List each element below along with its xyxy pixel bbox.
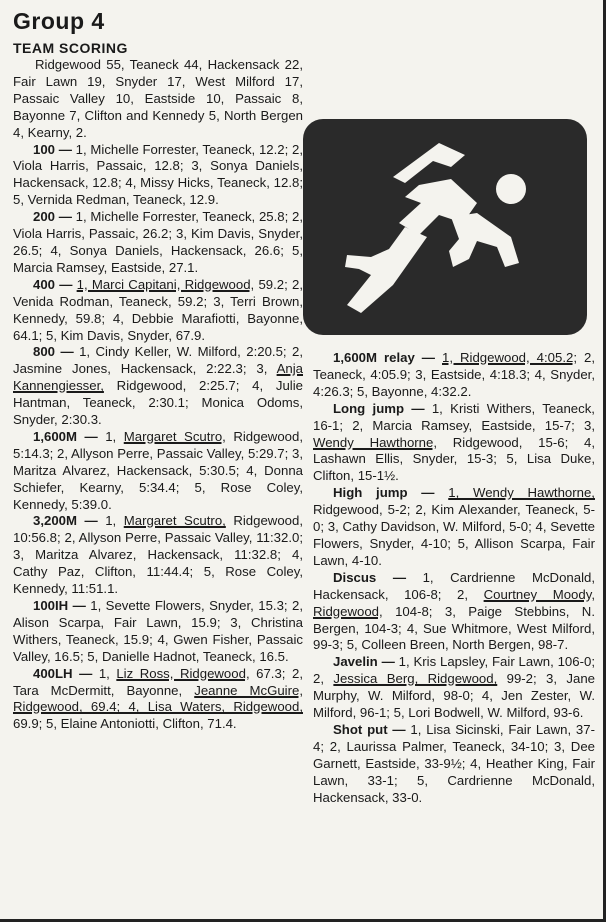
- event-label: 3,200M —: [33, 513, 98, 529]
- results-text: Ridgewood, 2:25.7; 4, Julie Hantman, Teaneck, 2:30.1; Monica Odoms, Snyder, 2:30.3.: [13, 378, 303, 428]
- event-results: [313, 350, 595, 401]
- event-results: [313, 654, 595, 722]
- event-label: 800 —: [33, 344, 74, 360]
- event-label: 100 —: [33, 141, 72, 157]
- underlined-result: Anja Kannengiesser,: [13, 361, 303, 394]
- results-text: Ridgewood, 5:14.3; 2, Allyson Perre, Passaic Valley, 5:29.7; 3, Maritza Alvarez, Hackensack, 5:30.5; 4, Donna Schiefer, Kearny, 5:34.4; 5, Rose Coley, Kennedy, 5:39.0.: [13, 428, 303, 512]
- section-heading: TEAM SCORING: [13, 40, 128, 56]
- event-results: [313, 722, 595, 807]
- underlined-result: 1, Wendy Hawthorne,: [448, 485, 595, 501]
- event-results: [13, 598, 303, 666]
- event-label: 1,600M —: [33, 428, 98, 444]
- underlined-result: 1, Marci Capitani, Ridgewood,: [76, 276, 255, 292]
- event-results: [13, 429, 303, 514]
- results-text: Ridgewood 55, Teaneck 44, Hackensack 22, Fair Lawn 19, Snyder 17, West Milford 17, Passaic Valley 10, Eastside 10, Passaic 8, Bayonne 7, Clifton and Kennedy 5, North Bergen 4, Kearny, 2.: [13, 57, 303, 140]
- underlined-result: 1, Ridgewood, 4:05.2;: [442, 350, 577, 365]
- event-results: [13, 666, 303, 734]
- event-label: 1,600M relay —: [333, 350, 435, 365]
- right-results-column: [313, 350, 595, 806]
- results-text: Ridgewood, 5-2; 2, Kim Alexander, Teaneck, 5-0; 3, Cathy Davidson, W. Milford, 5-0; 4, Sevette Flowers, Snyder, 4-10; 5, Allison Scarpa, Fair Lawn, 4-10.: [313, 502, 595, 568]
- underlined-result: Courtney Moody, Ridgewood,: [313, 586, 595, 619]
- results-text: 1,: [97, 428, 124, 444]
- results-text: 59.2; 2, Venida Rodman, Teaneck, 59.2; 3, Terri Brown, Kennedy, 59.8; 4, Debbie Marafiotti, Bayonne, 64.1; 5, Kim Davis, Snyder, 67.9.: [13, 276, 303, 343]
- results-text: [435, 350, 442, 365]
- results-text: 1, Sevette Flowers, Snyder, 15.3; 2, Alison Scarpa, Fair Lawn, 15.9; 3, Christina Withers, Teaneck, 15.9; 4, Gwen Fisher, Passaic Valley, 16.5; 5, Danielle Hadnot, Teaneck, 16.5.: [13, 598, 303, 664]
- event-label: High jump —: [333, 485, 435, 501]
- team-scoring-summary: [13, 57, 303, 142]
- underlined-result: Wendy Hawthorne,: [313, 434, 438, 450]
- results-text: 67.3; 2, Tara McDermitt, Bayonne,: [13, 665, 303, 698]
- results-text: 1, Michelle Forrester, Teaneck, 12.2; 2, Viola Harris, Passaic, 12.8; 3, Sonya Daniels, Hackensack, 12.8; 4, Missy Hicks, Teaneck, 12.8; 5, Vernida Redman, Teaneck, 12.9.: [13, 141, 304, 208]
- results-text: 104-8; 3, Paige Stebbins, N. Bergen, 104-3; 4, Sue Whitmore, West Milford, 99-3; 5, Colleen Breen, North Bergen, 98-7.: [313, 603, 595, 653]
- event-results: [13, 277, 303, 345]
- event-label: 400LH —: [33, 665, 93, 681]
- event-results: [13, 513, 303, 598]
- underlined-result: Margaret Scutro,: [123, 428, 226, 444]
- results-text: 1, Cardrienne McDonald, Hackensack, 106-8; 2,: [313, 569, 595, 602]
- event-results: [13, 209, 303, 277]
- results-text: 1, Lisa Sicinski, Fair Lawn, 37-4; 2, Laurissa Palmer, Teaneck, 34-10; 3, Dee Garnett, Eastside, 33-9½; 4, Heather King, Fair Lawn, 33-1; 5, Cardrienne McDonald, Hackensack, 33-0.: [313, 721, 595, 805]
- results-text: 1, Michelle Forrester, Teaneck, 25.8; 2, Viola Harris, Passaic, 26.2; 3, Kim Davis, Snyder, 26.5; 4, Sonya Daniels, Hackensack, 26.6; 5, Marcia Ramsey, Eastside, 27.1.: [13, 209, 304, 275]
- results-text: Ridgewood, 10:56.8; 2, Allyson Perre, Passaic Valley, 11:32.0; 3, Maritza Alvarez, Hackensack, 11:32.8; 4, Cathy Paz, Clifton, 11:44.4; 5, Rose Coley, Kennedy, 11:51.1.: [13, 513, 303, 597]
- page-title: Group 4: [13, 8, 105, 34]
- underlined-result: Margaret Scutro,: [123, 513, 226, 529]
- results-text: 1, Kristi Withers, Teaneck, 16-1; 2, Marcia Ramsey, Eastside, 15-7; 3,: [313, 400, 595, 433]
- event-label: 400 —: [33, 276, 73, 292]
- event-label: Javelin —: [333, 654, 395, 670]
- results-text: 2, Teaneck, 4:05.9; 3, Eastside, 4:18.3; 4, Snyder, 4:26.3; 5, Bayonne, 4:32.2.: [313, 350, 595, 399]
- results-text: 99-2; 3, Jane Murphy, W. Milford, 98-0; 4, Jen Zester, W. Milford, 96-1; 5, Lori Bodwell, W. Milford, 93-6.: [313, 671, 595, 721]
- results-text: 1,: [97, 513, 124, 529]
- left-results-column: [13, 57, 303, 733]
- event-label: Shot put —: [333, 721, 406, 737]
- results-text: [434, 485, 448, 500]
- event-label: 200 —: [33, 209, 72, 225]
- underlined-result: Jeanne McGuire, Ridgewood, 69.4; 4, Lisa Waters, Ridgewood,: [13, 682, 304, 715]
- underlined-result: Liz Ross, Ridgewood,: [116, 665, 250, 681]
- event-results: [313, 570, 595, 655]
- results-text: 1, Cindy Keller, W. Milford, 2:20.5; 2, Jasmine Jones, Hackensack, 2:22.3; 3,: [13, 344, 303, 377]
- event-label: Long jump —: [333, 400, 425, 416]
- results-text: 1, Kris Lapsley, Fair Lawn, 106-0; 2,: [313, 654, 595, 687]
- event-results: [13, 344, 303, 429]
- underlined-result: Jessica Berg, Ridgewood,: [333, 671, 498, 687]
- results-text: 69.9; 5, Elaine Antoniotti, Clifton, 71.4.: [13, 716, 237, 732]
- event-results: [313, 401, 595, 486]
- event-results: [313, 485, 595, 570]
- event-label: Discus —: [333, 569, 407, 585]
- results-text: 1,: [92, 665, 117, 681]
- sprinter-pictogram-icon: [301, 117, 589, 337]
- event-label: 100IH —: [33, 598, 86, 613]
- event-results: [13, 142, 303, 210]
- results-text: Ridgewood, 15-6; 4, Lashawn Ellis, Snyder, 15-3; 5, Lisa Duke, Clifton, 15-1½.: [313, 434, 595, 484]
